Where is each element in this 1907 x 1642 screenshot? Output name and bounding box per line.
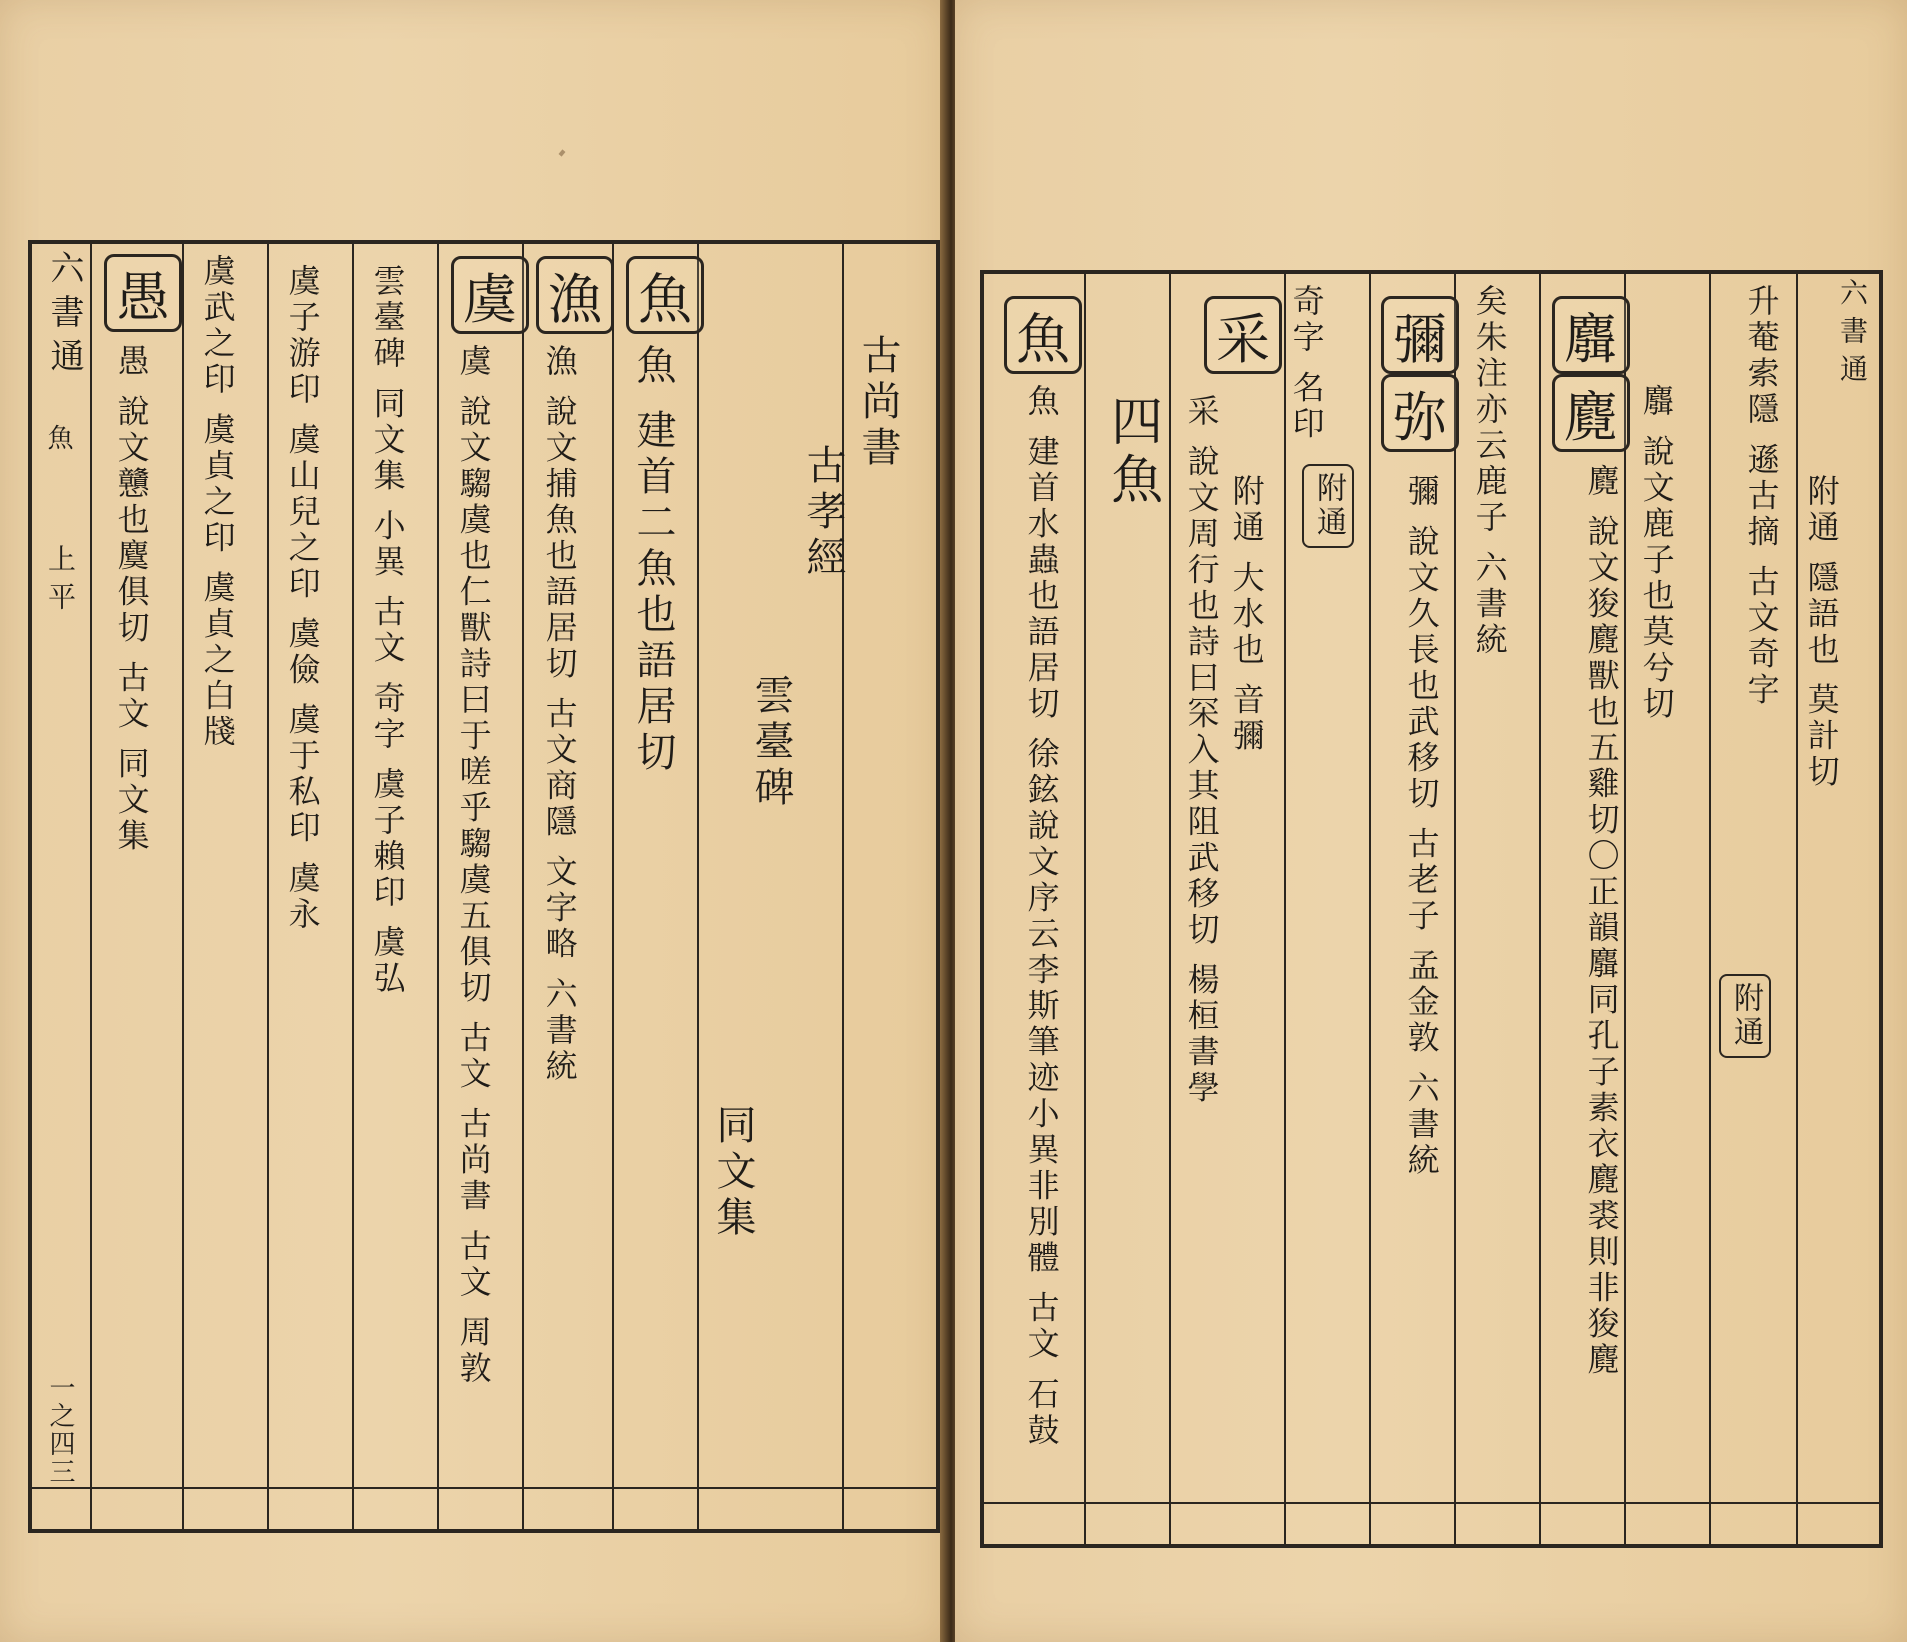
column-rule xyxy=(352,244,354,1529)
page-number: 一之四三 xyxy=(45,1374,75,1486)
headword-box: 虞 xyxy=(451,256,529,334)
text-column: 漁 說文捕魚也語居切 古文商隱 文字略 六書統 xyxy=(540,344,579,1085)
headword-box: 弥 xyxy=(1381,374,1459,452)
appendix-badge: 附通 xyxy=(1302,464,1354,548)
text-column: 升菴索隱 遜古摘 古文奇字 xyxy=(1742,284,1781,709)
text-column: 虞武之印 虞貞之印 虞貞之白牋 xyxy=(198,254,237,751)
tone-label: 上平 xyxy=(44,544,77,620)
column-rule xyxy=(842,244,844,1529)
text-column: 虞 說文騶虞也仁獸詩曰于嗟乎騶虞五俱切 古文 古尚書 古文 周敦 xyxy=(454,344,493,1387)
text-column: 雲臺碑 xyxy=(748,674,794,812)
book-title: 六書通 xyxy=(1836,278,1869,392)
column-rule xyxy=(1369,274,1371,1544)
section-heading: 四魚 xyxy=(1101,394,1162,510)
appendix-badge: 附通 xyxy=(1719,974,1771,1058)
headword-box: 麑 xyxy=(1552,374,1630,452)
left-page-frame xyxy=(28,240,940,1533)
headword-box: 麛 xyxy=(1552,296,1630,374)
text-column: 矣朱注亦云鹿子 六書統 xyxy=(1470,284,1509,659)
text-column: 雲臺碑 同文集 小異 古文 奇字 虞子賴印 虞弘 xyxy=(368,264,407,998)
column-rule xyxy=(1169,274,1171,1544)
column-rule xyxy=(1624,274,1626,1544)
column-rule xyxy=(1454,274,1456,1544)
headword-box: 魚 xyxy=(626,256,704,334)
book-title: 六書通 xyxy=(44,250,84,382)
column-rule xyxy=(267,244,269,1529)
footer-rule xyxy=(32,1487,936,1489)
text-column: 彌 說文久長也武移切 古老子 孟金敦 六書統 xyxy=(1402,474,1441,1179)
column-rule xyxy=(1539,274,1541,1544)
column-rule xyxy=(1796,274,1798,1544)
text-column: 附通 大水也 音彌 xyxy=(1227,474,1266,755)
text-column: 虞子游印 虞山兒之印 虞儉 虞于私印 虞永 xyxy=(283,264,322,933)
text-column: 麑 說文狻麑獸也五雞切〇正韻麛同孔子素衣麑裘則非狻麑 xyxy=(1582,464,1621,1379)
column-rule xyxy=(522,244,524,1529)
text-column: 奇字 名印 xyxy=(1287,284,1326,443)
headword-box: 彌 xyxy=(1381,296,1459,374)
text-column: 采 說文周行也詩曰罙入其阻武移切 楊桓書學 xyxy=(1182,394,1221,1107)
right-page xyxy=(955,0,1907,1642)
text-column: 麛 說文鹿子也莫兮切 xyxy=(1637,384,1676,723)
column-rule xyxy=(182,244,184,1529)
text-column: 古尚書 xyxy=(855,334,901,472)
section-label: 魚 xyxy=(43,424,73,460)
column-rule xyxy=(1284,274,1286,1544)
text-column: 附通 隱語也 莫計切 xyxy=(1802,474,1841,791)
column-rule xyxy=(697,244,699,1529)
column-rule xyxy=(1084,274,1086,1544)
headword-box: 漁 xyxy=(536,256,614,334)
right-page-frame xyxy=(980,270,1883,1548)
text-column: 魚 建首二魚也語居切 xyxy=(630,344,676,777)
left-page xyxy=(0,0,945,1642)
headword-box: 魚 xyxy=(1004,296,1082,374)
column-rule xyxy=(90,244,92,1529)
text-column: 古孝經 xyxy=(800,444,846,582)
footer-rule xyxy=(984,1502,1879,1504)
text-column: 同文集 xyxy=(710,1104,756,1242)
column-rule xyxy=(437,244,439,1529)
column-rule xyxy=(1709,274,1711,1544)
column-rule xyxy=(612,244,614,1529)
headword-box: 采 xyxy=(1204,296,1282,374)
text-column: 魚 建首水蟲也語居切 徐鉉說文序云李斯筆迹小異非別體 古文 石鼓 xyxy=(1022,384,1061,1449)
text-column: 愚 說文戇也麌俱切 古文 同文集 xyxy=(112,344,151,855)
paper-mark xyxy=(559,149,566,156)
headword-box: 愚 xyxy=(104,254,182,332)
